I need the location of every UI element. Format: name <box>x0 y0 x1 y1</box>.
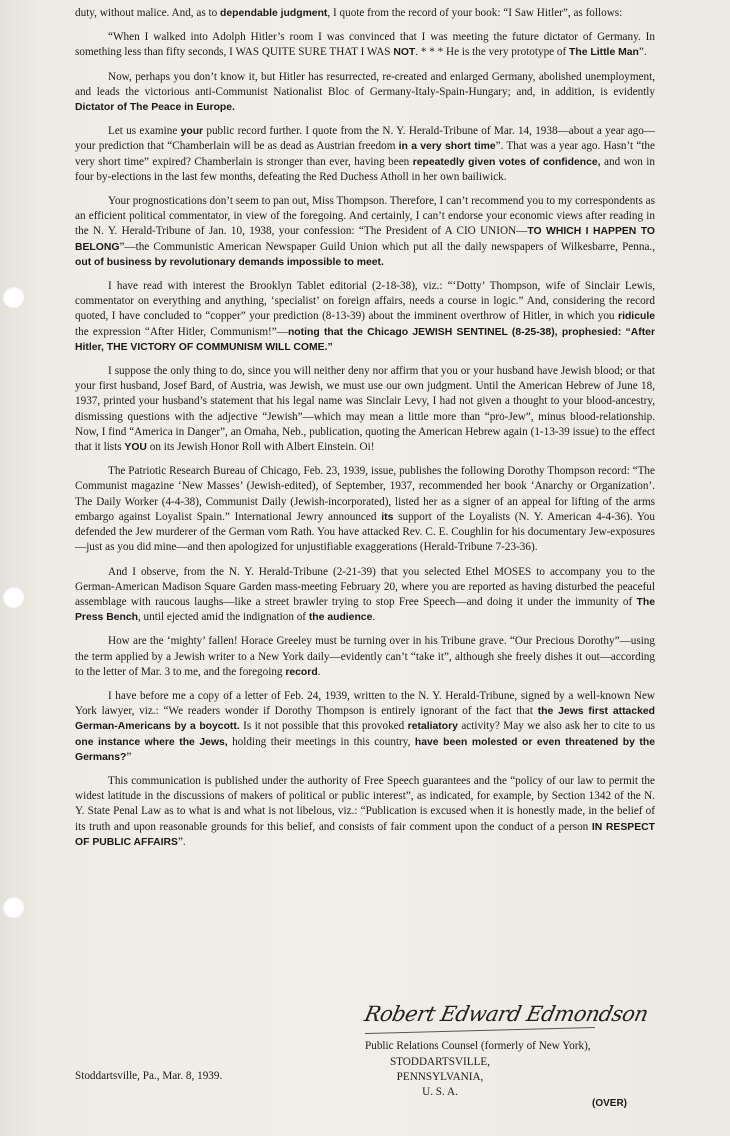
letter-body <box>75 6 655 850</box>
bold-text: The Little Man <box>569 47 639 59</box>
text-run: activity? May we also ask her to cite to us <box>457 720 655 733</box>
paragraph <box>75 634 655 680</box>
bold-text: one instance where the Jews, <box>75 736 228 748</box>
paragraph <box>75 279 655 355</box>
paragraph <box>75 565 655 626</box>
bold-text: dependable judgment <box>220 8 328 19</box>
address-line: STODDARTSVILLE, <box>389 1056 491 1068</box>
text-run: duty, without malice. And, as to <box>75 7 221 19</box>
bold-text: NOT <box>393 47 416 59</box>
text-run: . * * * He is the very prototype of <box>415 46 570 59</box>
signature-underline <box>365 1027 595 1034</box>
text-run: I have before me a copy of a letter of Feb. 24, 1939, written to the N. Y. Herald-Tribune, signed by a well-known New York lawyer, viz.: “We readers wonder if Dorothy Thompson is entirely ignorant of the fact that <box>75 689 655 718</box>
text-run: Let us examine <box>108 125 181 138</box>
over-label: (OVER) <box>592 1098 627 1109</box>
text-run: support of the Loyalists (N. Y. American 4-4-36). You defended the Jew murderer of the German vom Rath. You have attacked Rev. C. E. Coughlin for his documentary Jew-exposures—just as you did mine—and then apologized for unjustifiable exaggerations (Herald-Tribune 7-23-36). <box>75 510 655 554</box>
text-run: and won in four by-elections in the last few months, defeating the Red Duchess Atholl in her own bailiwick. <box>75 155 655 183</box>
bold-text: have been molested or even threatened by the Germans? <box>75 736 656 763</box>
text-run: I have read with interest the Brooklyn Tablet editorial (2-18-38), viz.: “‘Dotty’ Thompson, wife of Sinclair Lewis, commentator on everything and anything, ‘specialist’ on foreign affairs, needs a course in logic.” And, considering the record quoted, I have concluded to “copper” your prediction (8-13-39) about the imminent overthrow of Hitler, in which you <box>75 280 655 323</box>
text-run: Is it not possible that this provoked <box>239 720 408 733</box>
text-run: Your prognostications don’t seem to pan out, Miss Thompson. Therefore, I can’t recommend you to my correspondents as an efficient political commentator, in view of the foregoing. And certainly, I can’t endorse your economic views after reading in the N. Y. Herald-Tribune of Jan. 10, 1938, your confession: “The President of A CIO UNION— <box>75 195 655 238</box>
text-run: The Patriotic Research Bureau of Chicago, Feb. 23, 1939, issue, publishes the following Dorothy Thompson record: “The Communist magazine ‘New Masses’ (Jewish-edited), of September, 1937, recommended her book ‘Anarchy or Organization’. The Daily Worker (4-4-38), Communist Daily (Jewish-incorporated), listed her as a signer of an appeal for lifting of the arms embargo against Loyalist Spain.” International Jewry announced <box>75 465 655 523</box>
text-run: . <box>317 665 321 678</box>
punch-hole <box>2 586 24 608</box>
bold-text: repeatedly given votes of confidence, <box>412 156 601 168</box>
paragraph <box>75 464 655 555</box>
text-run: ”. <box>177 835 186 848</box>
bold-text: out of business by revolutionary demands impossible to meet. <box>75 256 384 268</box>
bold-text: The Press Bench <box>75 596 655 624</box>
text-run: ” <box>126 750 132 763</box>
address-line: PENNSYLVANIA, <box>396 1071 484 1083</box>
bold-text: in a very short time <box>398 141 496 153</box>
text-run: , until ejected amid the indignation of <box>137 611 309 624</box>
text-run: public record further. I quote from the N. Y. Herald-Tribune of Mar. 14, 1938—about a year ago—your prediction that “Chamberlain will be as dead as Austrian freedom <box>75 125 655 153</box>
bold-text: noting that the Chicago JEWISH SENTINEL (8-25-38), prophesied: “After Hitler, THE VICTORY OF COMMUNISM WILL COME.” <box>75 326 655 353</box>
bold-text: record <box>285 666 318 678</box>
text-run: I suppose the only thing to do, since you will neither deny nor affirm that you or your husband have Jewish blood; or that your first husband, Josef Bard, of Austria, was Jewish, we must use our own judgment. Until the American Hebrew of June 18, 1937, printed your husband’s statement that his legal name was Sinclair Levy, I had not given a thought to your blood-ancestry, dismissing questions with the adjective “Jewish”—which may mean a little more than “pro-Jew”, minus blood-relationship. Now, I find “America in Danger”, an Omaha, Neb., publication, quoting the American Hebrew again (1-13-39 issue) to the effect that it lists <box>75 365 655 454</box>
signer-title: Public Relations Counsel (formerly of New York), <box>365 1040 591 1052</box>
place-and-date: Stoddartsville, Pa., Mar. 8, 1939. <box>75 1070 223 1082</box>
text-run: And I observe, from the N. Y. Herald-Tribune (2-21-39) that you selected Ethel MOSES to accompany you to the German-American Madison Square Garden mass-meeting February 20, where you are reported as having disturbed the peaceful assemblage with raucous laughs—like a street brawler trying to stop Free Speech—and doing it under the immunity of <box>75 565 655 608</box>
bold-text: Dictator of The Peace in Europe. <box>75 102 235 114</box>
text-run: ”. <box>638 46 647 59</box>
paragraph <box>75 70 655 116</box>
text-run: “When I walked into Adolph Hitler’s room I was convinced that I was meeting the future dictator of Germany. In something less than fifty seconds, I WAS QUITE SURE THAT I WAS <box>75 31 655 59</box>
text-run: ”. That was a year ago. Hasn’t “the very short time” expired? Chamberlain is stronger than ever, having been <box>75 140 655 168</box>
paragraph <box>75 689 655 765</box>
text-run: . <box>372 611 376 624</box>
address-line: U. S. A. <box>422 1086 458 1098</box>
text-run: Now, perhaps you don’t know it, but Hitler has resurrected, re-created and enlarged Germany, abolished unemployment, and leads the victorious anti-Communist Nationalist Bloc of Germany-Italy-Spain-Hungary; and, in addition, is evidently <box>75 70 655 98</box>
paragraph <box>75 30 655 60</box>
text-run: This communication is published under the authority of Free Speech guarantees and the “policy of our law to permit the widest latitude in the discussions of makers of political or public interest”, as indicated, for example, by Section 1342 of the N. Y. State Penal Law as to what is and what is not libelous, viz.: “Publication is excused when it is honestly made, in the belief of its truth and upon reasonable grounds for this belief, and consists of fair comment upon the conduct of a person <box>75 774 655 833</box>
signature-handwriting: Robert Edward Edmondson <box>362 1002 651 1026</box>
paragraph <box>75 124 655 185</box>
text-run: How are the ‘mighty’ fallen! Horace Greeley must be turning over in his Tribune grave. “Our Precious Dorothy”—using the term applied by a Jewish writer to a New York daily—evidently can’t “take it”, although she freely dishes it out—according to the letter of Mar. 3 to me, and the foregoing <box>75 635 655 678</box>
text-run: , I quote from the record of your book: “I Saw Hitler”, as follows: <box>327 7 623 19</box>
text-run: ”—the Communistic American Newspaper Guild Union which put all the daily newspapers of Wilkesbarre, Penna., <box>119 240 655 253</box>
bold-text: retaliatory <box>407 721 458 733</box>
punch-hole <box>2 286 24 308</box>
paragraph <box>75 774 655 850</box>
text-run: the expression “After Hitler, Communism!”— <box>75 325 288 338</box>
text-run: holding their meetings in this country, <box>227 735 415 748</box>
punch-hole <box>2 896 24 918</box>
text-run: on its Jewish Honor Roll with Albert Einstein. Oi! <box>146 441 375 454</box>
paragraph <box>75 194 655 270</box>
bold-text: its <box>381 511 394 523</box>
bold-text: TO WHICH I HAPPEN TO BELONG <box>75 226 655 253</box>
bold-text: the audience <box>308 612 373 624</box>
paragraph <box>75 6 655 21</box>
paragraph <box>75 364 655 455</box>
bold-text: the Jews first attacked German-Americans by a boycott. <box>75 706 655 733</box>
bold-text: YOU <box>124 442 147 454</box>
signature <box>362 1002 665 1040</box>
bold-text: ridicule <box>618 311 655 323</box>
bold-text: your <box>180 126 204 138</box>
bold-text: IN RESPECT OF PUBLIC AFFAIRS <box>75 821 655 848</box>
